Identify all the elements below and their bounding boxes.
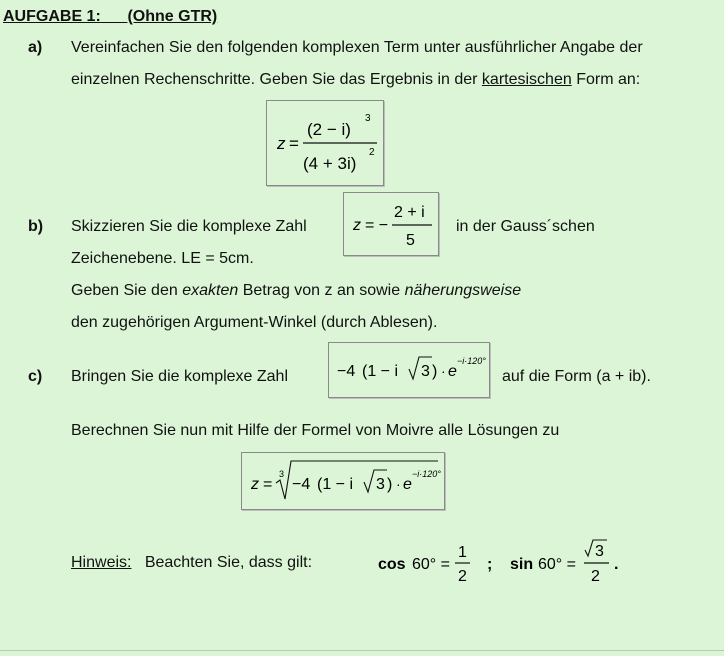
- formula-a: [267, 101, 383, 185]
- formula-c2-paren-close: ): [387, 476, 393, 493]
- hint-formulas: [376, 536, 636, 598]
- c-post: auf die Form (a + ib).: [502, 368, 651, 385]
- formula-box-c2: [241, 452, 445, 510]
- formula-c2-dot: ·: [396, 476, 401, 492]
- label-c: c): [28, 368, 43, 385]
- hint-sin-arg: 60° =: [538, 556, 576, 573]
- hint-sin-den: 2: [591, 568, 600, 585]
- task-heading: [3, 8, 217, 26]
- c-line2: Berechnen Sie nun mit Hilfe der Formel von Moivre alle Lösungen zu: [71, 422, 560, 439]
- hint-end: .: [614, 556, 619, 573]
- formula-c1-paren-open: (1 − i: [362, 363, 399, 380]
- b-line3-exact: exakten: [182, 282, 239, 299]
- hint-row: [71, 553, 312, 573]
- a-line2-underlined: kartesischen: [481, 71, 572, 88]
- formula-b-num: 2 + i: [394, 204, 425, 221]
- formula-a-lhs: z: [277, 134, 286, 153]
- formula-c1-radicand: 3: [421, 363, 430, 380]
- formula-box-a: [266, 100, 384, 186]
- b-pre: Skizzieren Sie die komplexe Zahl: [71, 218, 307, 235]
- formula-a-num: (2 − i): [307, 120, 351, 139]
- hint-cos-den: 2: [458, 568, 467, 585]
- formula-box-b: [343, 192, 439, 256]
- formula-c2-lhs: z: [251, 476, 259, 493]
- formula-c1-dot: ·: [441, 363, 446, 379]
- c-pre: Bringen Sie die komplexe Zahl: [71, 368, 289, 385]
- heading-gap: [101, 8, 128, 25]
- hint-cos-num: 1: [458, 544, 467, 561]
- heading-note: (Ohne GTR): [127, 8, 218, 25]
- label-b: b): [28, 218, 44, 235]
- b-line3-pre: Geben Sie den: [71, 282, 183, 299]
- formula-c2-coef: −4: [292, 476, 311, 493]
- formula-b-lhs: z: [353, 217, 361, 234]
- a-line2: [71, 70, 640, 90]
- formula-c2-root-index: 3: [279, 469, 285, 479]
- formula-c1-coef: −4: [337, 363, 356, 380]
- formula-c2-paren-open: (1 − i: [317, 476, 354, 493]
- bottom-divider: [0, 650, 724, 651]
- hint-cos-fn: cos: [378, 556, 406, 573]
- hint-sin-num: 3: [595, 543, 604, 560]
- a-line2-post: Form an:: [571, 71, 641, 88]
- formula-a-den-exp: 2: [369, 147, 375, 158]
- label-a: a): [28, 39, 43, 56]
- hint-sin-fn: sin: [510, 556, 534, 573]
- b-line4: den zugehörigen Argument-Winkel (durch Ablesen).: [71, 314, 438, 331]
- formula-c1-exp: −i·120°: [457, 356, 486, 366]
- formula-a-den: (4 + 3i): [303, 154, 357, 173]
- a-line1: Vereinfachen Sie den folgenden komplexen Term unter ausführlicher Angabe der: [71, 39, 643, 56]
- formula-b-den: 5: [406, 232, 415, 249]
- formula-box-c1: [328, 342, 490, 398]
- b-line2: Zeichenebene. LE = 5cm.: [71, 250, 254, 267]
- formula-c2: [242, 453, 444, 509]
- b-line3-mid: Betrag von z an sowie: [238, 282, 405, 299]
- formula-c2-exp: −i·120°: [412, 469, 441, 479]
- formula-b: [344, 193, 438, 255]
- hint-separator: ;: [487, 556, 493, 573]
- b-line3-approx: näherungsweise: [404, 282, 522, 299]
- heading-aufgabe: AUFGABE 1:: [3, 8, 101, 25]
- formula-c2-e: e: [403, 476, 412, 493]
- b-post: in der Gauss´schen: [456, 218, 595, 235]
- formula-c1-e: e: [448, 363, 457, 380]
- formula-c1: [329, 343, 489, 397]
- formula-b-eq: = −: [365, 217, 389, 234]
- hint-label: Hinweis:: [71, 554, 132, 571]
- b-line3: [71, 281, 521, 301]
- a-line2-pre: einzelnen Rechenschritte. Geben Sie das Ergebnis in der: [71, 71, 482, 88]
- formula-c2-eq: =: [263, 476, 273, 493]
- formula-c2-radicand: 3: [376, 476, 385, 493]
- formula-a-num-exp: 3: [365, 113, 371, 124]
- formula-a-eq: =: [289, 134, 299, 153]
- hint-text: Beachten Sie, dass gilt:: [144, 554, 313, 571]
- hint-cos-arg: 60° =: [412, 556, 450, 573]
- formula-c1-paren-close: ): [432, 363, 438, 380]
